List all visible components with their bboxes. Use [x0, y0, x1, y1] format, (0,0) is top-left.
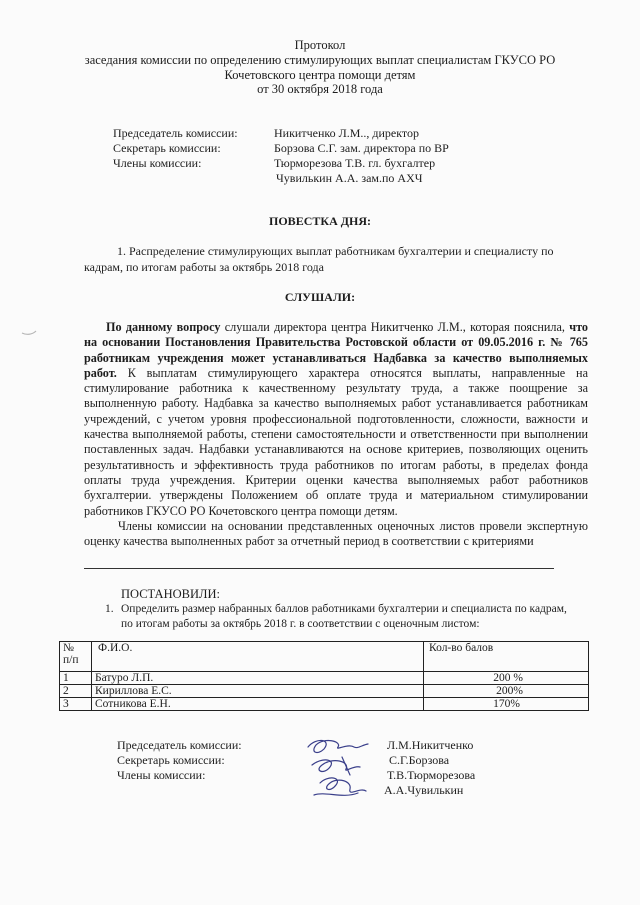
- heard-text-b: К выплатам стимулирующего характера относятся выплаты, направленные на стимулирование работника к качественному результату труда, а также поощрение за выполненную работу. Надбавка за качество выполняемых работ устанавливается работникам учреждений, с учетом уровня профессиональной подготовленности, сложности, важности и качества выполняемой работы, степени самостоятельности и ответственности при выполнении поставленных задач. Надбавки устанавливаются на основе критериев, позволяющих оценить результативность и эффективность труда работников по итогам работы, в пределах фонда оплаты труда учреждения. Критерии оценки качества выполняемых работ работников бухгалтерии. утверждены Положением об оплате труда и материальном стимулировании работников ГКУСО РО Кочетовского центра помощи детям.: [84, 365, 588, 518]
- sign-name-2: С.Г.Борзова: [389, 753, 450, 767]
- table-row: [60, 685, 589, 698]
- protocol-title: Протокол: [294, 38, 346, 52]
- agenda-item-line1: 1. Распределение стимулирующих выплат работникам бухгалтерии и специалисту по: [117, 244, 554, 258]
- secretary-value: Борзова С.Г. зам. директора по ВР: [274, 141, 449, 155]
- header-num-line2: п/п: [63, 654, 79, 666]
- row-score: 170%: [424, 698, 589, 711]
- row-name: Кириллова Е.С.: [92, 685, 424, 698]
- agenda-item-line2: кадрам, по итогам работы за октябрь 2018 года: [84, 260, 324, 274]
- separator-line: [84, 568, 554, 569]
- agenda-heading: ПОВЕСТКА ДНЯ:: [269, 214, 371, 228]
- protocol-date: от 30 октября 2018 года: [257, 82, 383, 96]
- row-name: Батуро Л.П.: [92, 672, 424, 685]
- header-name-cell: Ф.И.О.: [92, 642, 424, 672]
- sign-chair-label: Председатель комиссии:: [117, 738, 242, 752]
- row-num: 2: [60, 685, 92, 698]
- table-row: [60, 672, 589, 685]
- sign-name-4: А.А.Чувилькин: [384, 783, 464, 797]
- heard-regulation-bold: что на основании Постановления Правительства Ростовской области от 09.05.2016 г. № 765 работникам учреждения может устанавливаться Надбавка за качество выполняемых работ.: [84, 320, 588, 380]
- heard-heading: СЛУШАЛИ:: [284, 290, 356, 304]
- heard-lead-bold: По данному вопросу: [106, 320, 221, 334]
- row-num: 3: [60, 698, 92, 711]
- member-2: Чувилькин А.А. зам.по АХЧ: [276, 171, 423, 185]
- heard-paragraph-1: [84, 320, 588, 519]
- table-row: [60, 698, 589, 711]
- member-1: Тюрморезова Т.В. гл. бухгалтер: [274, 156, 436, 170]
- header-num-cell: [60, 642, 92, 672]
- chair-label: Председатель комиссии:: [113, 126, 238, 140]
- resolved-item-number: 1.: [105, 603, 114, 615]
- scores-table: [59, 641, 589, 711]
- row-num: 1: [60, 672, 92, 685]
- row-score: 200%: [424, 685, 589, 698]
- chair-value: Никитченко Л.М.., директор: [274, 126, 420, 140]
- heard-text-a: слушали директора центра Никитченко Л.М., которая пояснила,: [220, 320, 570, 334]
- secretary-label: Секретарь комиссии:: [113, 141, 221, 155]
- resolved-item-line2: по итогам работы за октябрь 2018 г. в соответствии с оценочным листом:: [121, 618, 480, 630]
- handwritten-signature: [302, 735, 380, 805]
- table-header-row: [60, 642, 589, 672]
- heard-text-p2: Члены комиссии на основании представленных оценочных листов провели экспертную оценку качества выполненных работ за отчетный период в соответствии с критериями: [84, 518, 588, 549]
- sign-name-3: Т.В.Тюрморезова: [387, 768, 476, 782]
- heard-body: [84, 320, 588, 549]
- header-num-line1: №: [63, 642, 74, 654]
- row-name: Сотникова Е.Н.: [92, 698, 424, 711]
- resolved-item-line1: Определить размер набранных баллов работниками бухгалтерии и специалиста по кадрам,: [121, 603, 567, 615]
- row-score: 200 %: [424, 672, 589, 685]
- sign-members-label: Члены комиссии:: [117, 768, 206, 782]
- protocol-subtitle: заседания комиссии по определению стимулирующих выплат специалистам ГКУСО РО: [84, 53, 556, 67]
- resolved-heading: ПОСТАНОВИЛИ:: [121, 587, 220, 601]
- header-score-cell: Кол-во балов: [424, 642, 589, 672]
- sign-name-1: Л.М.Никитченко: [387, 738, 474, 752]
- punch-hole-mark: [18, 315, 40, 337]
- sign-secretary-label: Секретарь комиссии:: [117, 753, 225, 767]
- heard-paragraph-2: [84, 519, 588, 550]
- members-label: Члены комиссии:: [113, 156, 202, 170]
- organization-name: Кочетовского центра помощи детям: [224, 68, 416, 82]
